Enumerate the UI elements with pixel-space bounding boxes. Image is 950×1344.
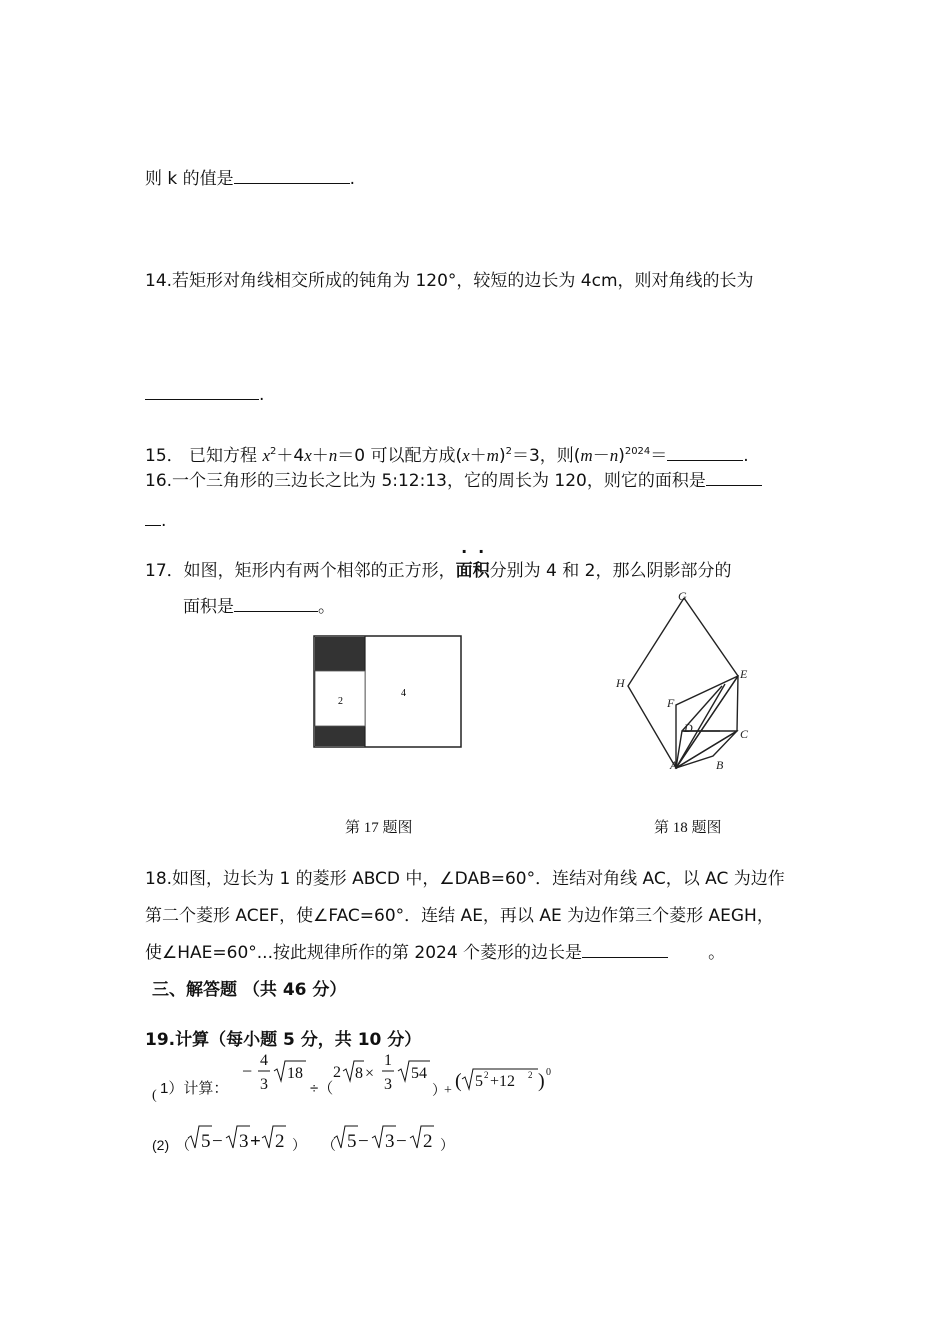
radicand-2a: 2 [275, 1131, 285, 1152]
plus-12: +12 [490, 1073, 516, 1090]
radicand-18: 18 [287, 1065, 303, 1082]
question-15 [145, 441, 749, 466]
vertex-label-e: E [740, 667, 748, 681]
radicand-5b: 5 [347, 1131, 357, 1152]
question-18-line3 [145, 938, 725, 963]
q15-text-3: ＋ [311, 446, 329, 466]
answer-blank-13[interactable] [234, 166, 350, 184]
figure-18 [610, 588, 760, 773]
coefficient-2: 2 [333, 1064, 341, 1081]
q15-text-1: 已知方程 [189, 446, 263, 466]
part1-label: 1）计算： [160, 1080, 229, 1097]
close-paren: ） [432, 1084, 446, 1099]
exponent-a: 2 [484, 1070, 489, 1080]
q15-number: 15． [145, 446, 184, 466]
radicand-8: 8 [355, 1065, 363, 1082]
exponent-b: 2 [528, 1070, 533, 1080]
emphasis-dot: · [461, 542, 468, 561]
q15-text-8: － [592, 446, 610, 466]
question-19-title: 19.计算（每小题 5 分，共 10 分） [145, 1030, 422, 1050]
times-sign: × [365, 1065, 375, 1082]
q19-part2-expression [150, 1120, 470, 1160]
minus-2: − [358, 1131, 369, 1152]
q13-end: . [349, 169, 356, 189]
answer-blank-15[interactable] [667, 443, 743, 461]
q15-end: . [743, 446, 749, 466]
question-18-line2: 第二个菱形 ACEF，使∠FAC=60°．连结 AE，再以 AE 为边作第三个菱形 AEGH， [145, 906, 774, 926]
part2-label: (2) [152, 1137, 170, 1153]
q14-end: . [259, 385, 265, 405]
q16-end: . [161, 511, 167, 531]
q17-emph-char-2: 积 [472, 561, 490, 581]
question-14 [145, 266, 754, 291]
exponent-0: 0 [546, 1067, 551, 1078]
question-14-answer-line [145, 382, 264, 405]
plus-sign: + [444, 1083, 452, 1098]
radicand-3b: 3 [385, 1131, 395, 1152]
shaded-region-top [315, 637, 365, 671]
small-square-label: 2 [338, 696, 343, 707]
question-16 [145, 466, 762, 491]
base-5: 5 [475, 1073, 483, 1090]
close-paren-1: ） [292, 1139, 306, 1154]
question-17 [145, 542, 732, 581]
close-paren-2: ） [440, 1139, 454, 1154]
answer-blank-16a[interactable] [706, 468, 762, 486]
fraction-1-numerator: 4 [260, 1052, 268, 1069]
vertex-label-f: F [667, 696, 675, 710]
q15-text-6: ) [498, 446, 506, 466]
close-paren-2: ) [538, 1070, 545, 1092]
q17-line2: 面积是 [183, 597, 234, 617]
q17-end: 。 [318, 597, 335, 617]
q15-text-4: ＝0 可以配方成( [337, 446, 463, 466]
q15-var-n: n [328, 446, 338, 465]
q15-var-x2: x [304, 446, 312, 465]
minus-1: − [212, 1131, 223, 1152]
q16-text: 16.一个三角形的三边长之比为 5:12:13，它的周长为 120，则它的面积是 [145, 471, 706, 491]
radicand-3a: 3 [239, 1131, 249, 1152]
section-3-title: 三、解答题 （共 46 分） [152, 980, 347, 1000]
q18-line3-text: 使∠HAE=60°...按此规律所作的第 2024 个菱形的边长是 [145, 943, 583, 963]
q15-exp-2024: 2024 [624, 446, 651, 457]
open-paren-1: （ [176, 1139, 190, 1154]
question-13-tail [145, 164, 355, 189]
vertex-label-d: D [684, 721, 693, 735]
vertex-label-c: C [740, 727, 749, 741]
vertex-label-g: G [678, 589, 687, 603]
q17-emph-char-1: 面 [455, 561, 473, 581]
answer-blank-16b[interactable] [145, 508, 161, 526]
q14-text: 若矩形对角线相交所成的钝角为 120°，较短的边长为 4cm，则对角线的长为 [172, 271, 754, 291]
plus-1: + [250, 1131, 261, 1152]
shaded-region-bottom [315, 726, 365, 746]
q15-text-7: ＝3，则( [511, 446, 581, 466]
emphasis-dot: · [478, 542, 485, 561]
fraction-2-denominator: 3 [384, 1076, 392, 1093]
q15-text-9: ) [618, 446, 625, 466]
question-17-line2 [183, 592, 335, 617]
open-paren-2: ( [455, 1070, 462, 1092]
radicand-2b: 2 [423, 1131, 433, 1152]
radicand-5a: 5 [201, 1131, 211, 1152]
fraction-1-denominator: 3 [260, 1076, 268, 1093]
q15-var-x: x [262, 446, 270, 465]
q15-var-n2: n [609, 446, 619, 465]
q15-text-10: ＝ [650, 446, 668, 466]
question-16-line2 [145, 508, 166, 531]
part1-paren: ( [152, 1088, 157, 1103]
radicand-54: 54 [411, 1065, 427, 1082]
q17-number: 17． [145, 561, 184, 581]
q17-emphasis-1 [455, 542, 473, 581]
fraction-2-numerator: 1 [384, 1052, 392, 1069]
vertex-label-h: H [616, 676, 625, 690]
divide-sign: ÷（ [310, 1080, 334, 1097]
q18-end: 。 [708, 943, 726, 963]
q17-emphasis-2 [472, 542, 490, 581]
q15-text-2: ＋4 [276, 446, 305, 466]
q19-part1-expression [150, 1047, 570, 1107]
figure-18-caption: 第 18 题图 [654, 820, 722, 836]
q15-var-m2: m [580, 446, 593, 465]
figure-17 [312, 634, 464, 750]
question-18-line1: 18.如图，边长为 1 的菱形 ABCD 中，∠DAB=60°．连结对角线 AC，以 AC 为边作 [145, 869, 785, 889]
q17-text-2: 分别为 4 和 2，那么阴影部分的 [489, 561, 732, 581]
q15-text-5: ＋ [469, 446, 487, 466]
q15-exp-2: 2 [270, 446, 277, 457]
answer-blank-14[interactable] [145, 382, 259, 400]
open-paren-2: （ [322, 1139, 336, 1154]
vertex-label-b: B [716, 758, 724, 772]
q15-var-m: m [486, 446, 499, 465]
q13-variable: k [167, 169, 178, 189]
answer-blank-18[interactable] [582, 940, 668, 958]
q14-number: 14. [145, 271, 173, 291]
minus-sign: − [242, 1061, 253, 1081]
q13-suffix: 的值是 [177, 169, 234, 189]
large-square-label: 4 [401, 688, 406, 699]
minus-3: − [396, 1131, 407, 1152]
q15-var-x3: x [462, 446, 470, 465]
answer-blank-17[interactable] [234, 594, 318, 612]
vertex-label-a: A [670, 758, 678, 772]
figure-17-caption: 第 17 题图 [345, 820, 413, 836]
q15-exp-2b: 2 [505, 446, 512, 457]
diagonal-ac [676, 731, 737, 768]
q17-text-1: 如图，矩形内有两个相邻的正方形， [183, 561, 456, 581]
q13-prefix: 则 [145, 169, 168, 189]
